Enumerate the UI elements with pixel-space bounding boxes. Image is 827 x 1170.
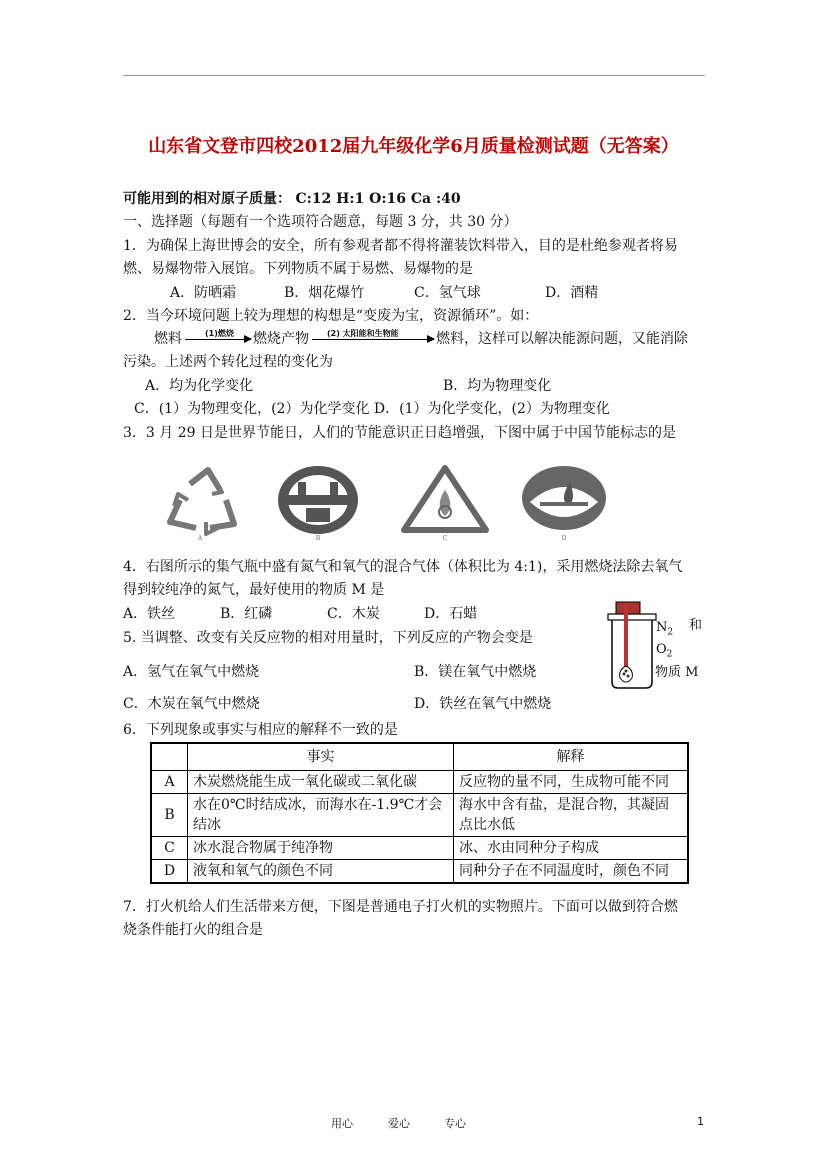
q3-stem: 3．3 月 29 日是世界节能日，人们的节能意识正日趋增强，下图中属于中国节能标志的是 <box>123 425 676 441</box>
table-header-key <box>151 743 188 771</box>
q2-stem-line1: 2．当今环境问题上较为理想的构想是“变废为宝，资源循环”。如： <box>123 308 539 324</box>
q6-stem: 6．下列现象或事实与相应的解释不一致的是 <box>123 722 398 738</box>
water-saving-logo-icon <box>522 466 606 530</box>
gas-bottle-icon <box>608 602 656 688</box>
recycle-logo-icon <box>170 470 234 534</box>
table-header-row <box>151 743 688 771</box>
table-row <box>151 794 688 837</box>
q1-stem-line2: 燃、易爆物带入展馆。下列物质不属于易燃、易爆物的是 <box>123 261 473 277</box>
q4-stem-line2: 得到较纯净的氮气，最好使用的物质 M 是 <box>123 582 385 598</box>
q1-option-c: C．氢气球 <box>414 285 481 301</box>
q7-stem-line1: 7．打火机给人们生活带来方便，下图是普通电子打火机的实物照片。下面可以做到符合燃 <box>123 899 678 915</box>
atomic-mass-line <box>123 189 461 209</box>
table-row-explanation: 冰、水由同种分子构成 <box>454 837 689 860</box>
page-number: 1 <box>697 1115 704 1128</box>
footer-right: 专心 <box>444 1117 466 1130</box>
figure-and-label: 和 <box>689 618 703 633</box>
q5-option-d: D．铁丝在氧气中燃烧 <box>414 696 552 712</box>
q2-flow-end: 燃料，这样可以解决能源问题，又能消除 <box>436 331 688 347</box>
table-row-explanation: 反应物的量不同，生成物可能不同 <box>454 771 689 794</box>
q4-option-b: B．红磷 <box>220 606 273 622</box>
q2-arrow1-label: (1)燃烧 <box>205 329 234 338</box>
table-row-fact: 液氧和氧气的颜色不同 <box>188 860 454 884</box>
atomic-mass-values: C:12 H:1 O:16 Ca :40 <box>295 191 461 207</box>
q2-stem-line3: 污染。上述两个转化过程的变化为 <box>123 354 333 370</box>
q1-option-d: D．酒精 <box>545 285 599 301</box>
q2-option-cd: C．(1）为物理变化，(2）为化学变化 D．(1）为化学变化，(2）为物理变化 <box>134 401 610 417</box>
header-rule <box>123 75 705 76</box>
table-row-key: B <box>151 794 188 837</box>
table-row-fact: 水在0℃时结成冰，而海水在-1.9℃才会结冰 <box>188 794 454 837</box>
q4-option-a: A．铁丝 <box>123 606 176 622</box>
logo-label-c: C <box>442 535 448 542</box>
footer-middle: 爱心 <box>388 1117 410 1130</box>
table-row-key: C <box>151 837 188 860</box>
q4-stem-line1: 4．右图所示的集气瓶中盛有氮气和氧气的混合气体（体积比为 4:1)，采用燃烧法除去氧气 <box>123 559 683 575</box>
section-heading: 一、选择题（每题有一个选项符合题意，每题 3 分，共 30 分） <box>123 214 518 230</box>
logo-label-a: A <box>197 535 203 542</box>
table-row-fact: 木炭燃烧能生成一氧化碳或二氧化碳 <box>188 771 454 794</box>
q2-flow-start: 燃料 <box>154 331 182 347</box>
flammable-warning-logo-icon <box>404 468 486 530</box>
q2-flow-middle: 燃烧产物 <box>253 331 309 347</box>
energy-logos-figure <box>160 462 620 544</box>
q1-stem-line1: 1．为确保上海世博会的安全，所有参观者都不得将灌装饮料带入，目的是杜绝参观者将易 <box>123 238 678 254</box>
figure-n2-label: $N_2$ <box>656 620 674 638</box>
table-row-key: A <box>151 771 188 794</box>
q6-table <box>150 742 689 884</box>
table-row <box>151 837 688 860</box>
q2-arrow2-label: (2) 太阳能和生物能 <box>327 329 399 338</box>
q2-option-b: B．均为物理变化 <box>443 378 552 394</box>
figure-substance-label: 物质 M <box>655 665 699 680</box>
table-row <box>151 860 688 884</box>
table-row-explanation: 同种分子在不同温度时，颜色不同 <box>454 860 689 884</box>
page-title: 山东省文登市四校2012届九年级化学6月质量检测试题（无答案） <box>148 136 679 157</box>
table-row-explanation: 海水中含有盐，是混合物，其凝固点比水低 <box>454 794 689 837</box>
q5-option-b: B．镁在氧气中燃烧 <box>414 664 537 680</box>
table-row-key: D <box>151 860 188 884</box>
q2-arrow2 <box>312 339 434 340</box>
table-header-explanation: 解释 <box>454 743 689 771</box>
q5-option-c: C．木炭在氧气中燃烧 <box>123 696 260 712</box>
q4-option-d: D．石蜡 <box>424 606 478 622</box>
q2-option-a: A．均为化学变化 <box>145 378 254 394</box>
footer-left: 用心 <box>331 1117 353 1130</box>
q7-stem-line2: 烧条件能打火的组合是 <box>123 922 263 938</box>
q4-option-c: C．木炭 <box>327 606 380 622</box>
table-header-fact: 事实 <box>188 743 454 771</box>
q1-option-a: A．防晒霜 <box>170 285 237 301</box>
q1-option-b: B．烟花爆竹 <box>284 285 365 301</box>
logo-label-d: D <box>561 535 567 542</box>
atomic-mass-label: 可能用到的相对原子质量： <box>123 191 291 207</box>
q5-option-a: A．氢气在氧气中燃烧 <box>123 664 260 680</box>
table-row <box>151 771 688 794</box>
logo-label-b: B <box>315 535 321 542</box>
q5-stem: 5. 当调整、改变有关反应物的相对用量时，下列反应的产物会变是 <box>123 630 533 646</box>
table-row-fact: 冰水混合物属于纯净物 <box>188 837 454 860</box>
figure-o2-label: $O_2$ <box>656 642 673 660</box>
china-energy-logo-icon <box>278 466 358 534</box>
q2-arrow1 <box>185 339 251 340</box>
